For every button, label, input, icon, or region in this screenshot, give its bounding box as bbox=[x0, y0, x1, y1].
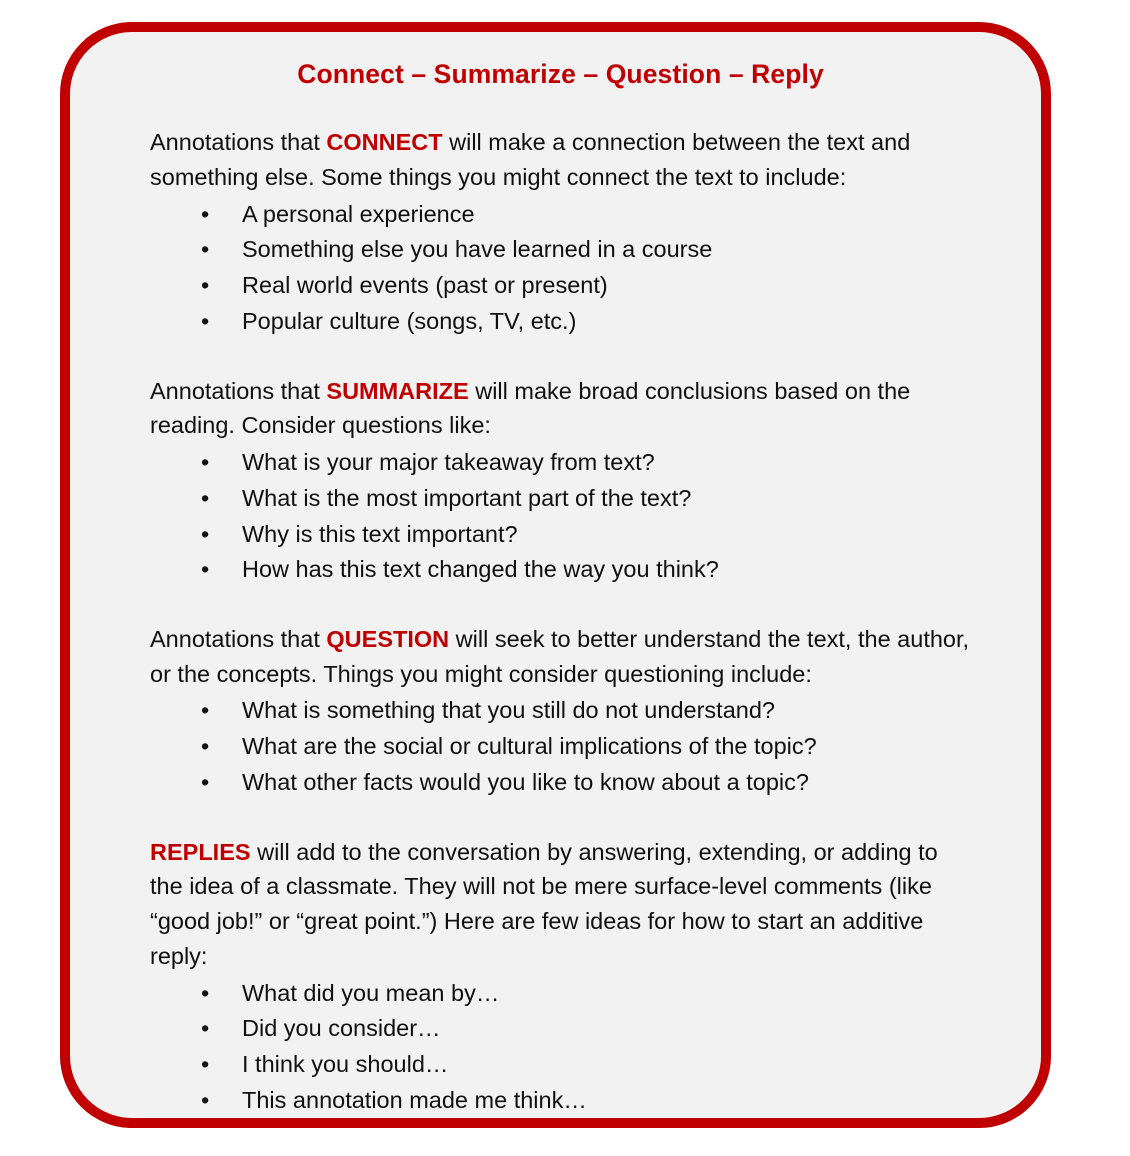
list-item-label: Did you consider… bbox=[242, 1015, 441, 1042]
bullet-icon: • bbox=[201, 697, 210, 724]
section-summarize-paragraph bbox=[150, 374, 971, 444]
section-connect bbox=[150, 125, 971, 339]
section-question-bullets bbox=[150, 693, 971, 800]
keyword-connect: CONNECT bbox=[326, 129, 443, 156]
list-item-label: A personal experience bbox=[242, 200, 475, 227]
bullet-icon: • bbox=[201, 200, 210, 227]
bullet-icon: • bbox=[201, 307, 210, 334]
list-item bbox=[150, 976, 971, 1012]
list-item-label: How has this text changed the way you think? bbox=[242, 556, 719, 583]
list-item bbox=[150, 304, 971, 340]
bullet-icon: • bbox=[201, 1086, 210, 1113]
list-item bbox=[150, 729, 971, 765]
bullet-icon: • bbox=[201, 556, 210, 583]
paragraph-lead: Annotations that bbox=[150, 377, 327, 404]
list-item-label: Popular culture (songs, TV, etc.) bbox=[242, 307, 577, 334]
paragraph-rest: will make broad conclusions based on the reading. Consider questions like: bbox=[150, 377, 911, 439]
paragraph-rest: will add to the conversation by answering, extending, or adding to the idea of a classmate. They will not be mere surface-level comments (like “good job!” or “great point.”) Here are few ideas for how to start an additive reply: bbox=[150, 838, 938, 969]
list-item bbox=[150, 481, 971, 517]
list-item bbox=[150, 197, 971, 233]
list-item-label: What is your major takeaway from text? bbox=[242, 449, 655, 476]
list-item-label: What other facts would you like to know about a topic? bbox=[242, 768, 809, 795]
list-item bbox=[150, 693, 971, 729]
list-item-label: I think you should… bbox=[242, 1051, 449, 1078]
keyword-replies: REPLIES bbox=[150, 838, 251, 865]
section-replies bbox=[150, 835, 971, 1119]
list-item bbox=[150, 552, 971, 588]
content-card bbox=[60, 22, 1051, 1128]
bullet-icon: • bbox=[201, 484, 210, 511]
bullet-icon: • bbox=[201, 1051, 210, 1078]
paragraph-rest: will seek to better understand the text, the author, or the concepts. Things you might consider questioning include: bbox=[150, 625, 970, 687]
bullet-icon: • bbox=[201, 1015, 210, 1042]
card-inner bbox=[70, 32, 1041, 1119]
bullet-icon: • bbox=[201, 520, 210, 547]
bullet-icon: • bbox=[201, 272, 210, 299]
list-item bbox=[150, 1083, 971, 1119]
bullet-icon: • bbox=[201, 768, 210, 795]
section-replies-bullets bbox=[150, 976, 971, 1119]
section-question bbox=[150, 622, 971, 801]
bullet-icon: • bbox=[201, 979, 210, 1006]
list-item bbox=[150, 1011, 971, 1047]
list-item-label: What is the most important part of the text? bbox=[242, 484, 692, 511]
list-item bbox=[150, 517, 971, 553]
section-summarize-bullets bbox=[150, 445, 971, 588]
section-replies-paragraph bbox=[150, 835, 971, 974]
list-item bbox=[150, 268, 971, 304]
keyword-summarize: SUMMARIZE bbox=[326, 377, 469, 404]
list-item-label: Real world events (past or present) bbox=[242, 272, 608, 299]
bullet-icon: • bbox=[201, 733, 210, 760]
section-summarize bbox=[150, 374, 971, 588]
section-connect-bullets bbox=[150, 197, 971, 340]
paragraph-lead: Annotations that bbox=[150, 625, 327, 652]
paragraph-lead: Annotations that bbox=[150, 129, 327, 156]
paragraph-rest: will make a connection between the text and something else. Some things you might connect the text to include: bbox=[150, 129, 911, 190]
keyword-question: QUESTION bbox=[326, 625, 450, 652]
list-item-label: What did you mean by… bbox=[242, 979, 500, 1006]
list-item-label: Why is this text important? bbox=[242, 520, 518, 547]
bullet-icon: • bbox=[201, 236, 210, 263]
list-item-label: What are the social or cultural implications of the topic? bbox=[242, 733, 817, 760]
list-item-label: This annotation made me think… bbox=[242, 1086, 587, 1113]
list-item bbox=[150, 765, 971, 801]
page-title: Connect – Summarize – Question – Reply bbox=[297, 59, 824, 89]
list-item bbox=[150, 445, 971, 481]
section-question-paragraph bbox=[150, 622, 971, 692]
list-item bbox=[150, 1047, 971, 1083]
bullet-icon: • bbox=[201, 449, 210, 476]
list-item-label: What is something that you still do not understand? bbox=[242, 697, 775, 724]
list-item-label: Something else you have learned in a course bbox=[242, 236, 713, 263]
section-connect-paragraph bbox=[150, 125, 971, 195]
list-item bbox=[150, 232, 971, 268]
